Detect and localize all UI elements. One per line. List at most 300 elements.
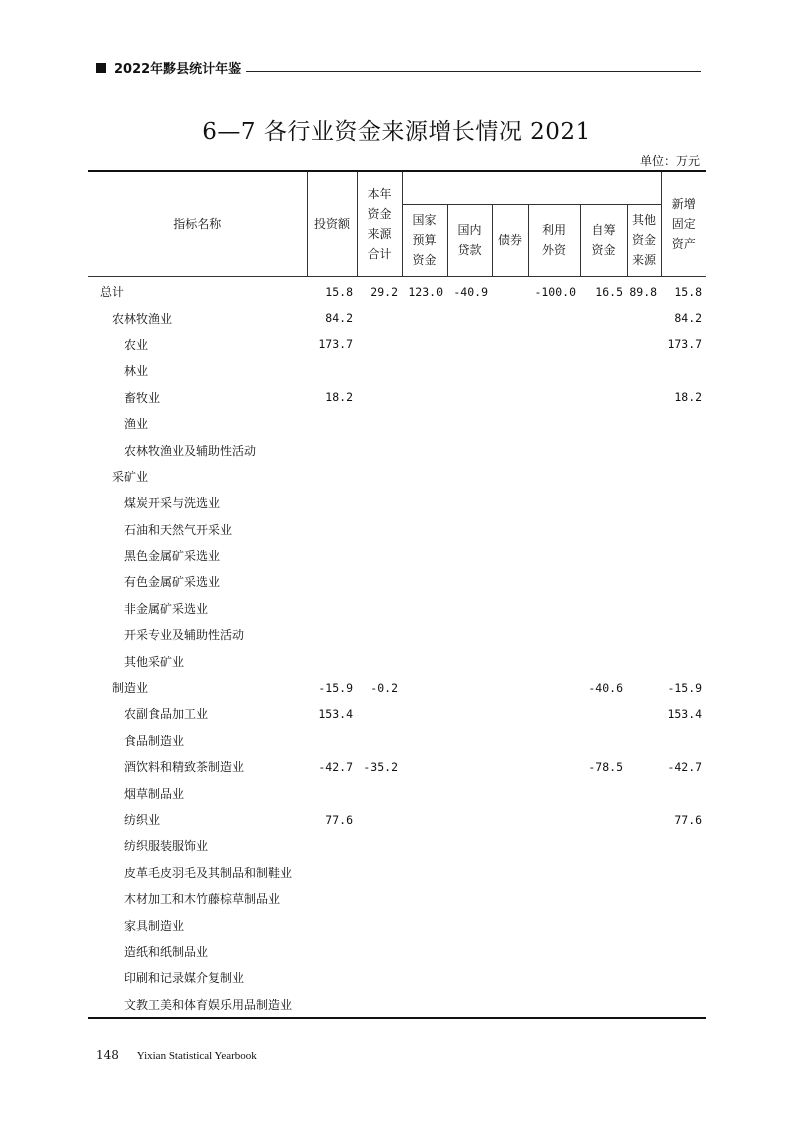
row-value bbox=[528, 727, 580, 753]
table-row bbox=[88, 437, 706, 463]
row-value bbox=[402, 780, 447, 806]
row-value bbox=[627, 701, 661, 727]
table-row bbox=[88, 384, 706, 410]
row-value bbox=[357, 516, 402, 542]
row-value bbox=[357, 833, 402, 859]
row-value bbox=[528, 569, 580, 595]
row-value: -15.9 bbox=[318, 680, 353, 695]
table-row bbox=[88, 569, 706, 595]
table-row bbox=[88, 833, 706, 859]
row-value bbox=[492, 701, 528, 727]
row-value bbox=[357, 912, 402, 938]
row-value bbox=[528, 305, 580, 331]
row-value bbox=[580, 648, 627, 674]
row-label: 黑色金属矿采选业 bbox=[124, 549, 221, 564]
row-value bbox=[447, 754, 492, 780]
row-value bbox=[307, 542, 357, 568]
row-value bbox=[447, 674, 492, 700]
row-value bbox=[447, 358, 492, 384]
row-value: -15.9 bbox=[667, 680, 703, 695]
row-value bbox=[580, 780, 627, 806]
row-value bbox=[402, 938, 447, 964]
row-value bbox=[447, 885, 492, 911]
row-value bbox=[402, 542, 447, 568]
row-value bbox=[307, 437, 357, 463]
row-value bbox=[402, 912, 447, 938]
row-value bbox=[357, 991, 402, 1018]
row-value bbox=[357, 331, 402, 357]
row-value bbox=[661, 912, 706, 938]
row-value bbox=[307, 622, 357, 648]
row-value bbox=[492, 595, 528, 621]
row-value bbox=[307, 595, 357, 621]
row-value bbox=[661, 516, 706, 542]
row-label: 林业 bbox=[124, 364, 149, 379]
row-value bbox=[528, 384, 580, 410]
row-value bbox=[627, 463, 661, 489]
header-foreign-capital: 利用 外资 bbox=[528, 204, 580, 276]
row-value bbox=[447, 542, 492, 568]
table-title: 6—7 各行业资金来源增长情况 2021 bbox=[202, 119, 591, 145]
row-value bbox=[402, 885, 447, 911]
row-value bbox=[580, 859, 627, 885]
table-row bbox=[88, 595, 706, 621]
row-value bbox=[492, 358, 528, 384]
row-label: 煤炭开采与洗选业 bbox=[124, 496, 221, 511]
row-value bbox=[492, 490, 528, 516]
row-value bbox=[661, 410, 706, 436]
page-number: 148 bbox=[96, 1048, 119, 1062]
row-value bbox=[627, 305, 661, 331]
row-value bbox=[357, 727, 402, 753]
row-value bbox=[661, 965, 706, 991]
row-value bbox=[447, 780, 492, 806]
row-value bbox=[307, 648, 357, 674]
row-value: 153.4 bbox=[667, 706, 703, 721]
row-value bbox=[627, 859, 661, 885]
row-value bbox=[447, 331, 492, 357]
table-row bbox=[88, 648, 706, 674]
row-value: 15.8 bbox=[674, 284, 703, 299]
table-row bbox=[88, 410, 706, 436]
row-value bbox=[402, 384, 447, 410]
row-value bbox=[357, 358, 402, 384]
row-value bbox=[307, 859, 357, 885]
row-value bbox=[627, 384, 661, 410]
row-value bbox=[447, 463, 492, 489]
row-value bbox=[492, 569, 528, 595]
row-value bbox=[402, 305, 447, 331]
row-label: 其他采矿业 bbox=[124, 654, 185, 669]
row-value bbox=[492, 463, 528, 489]
row-value bbox=[580, 622, 627, 648]
row-value bbox=[447, 622, 492, 648]
row-value: 89.8 bbox=[629, 284, 658, 299]
row-value bbox=[627, 542, 661, 568]
row-value bbox=[528, 595, 580, 621]
row-value bbox=[528, 833, 580, 859]
table-row bbox=[88, 859, 706, 885]
row-value bbox=[492, 833, 528, 859]
row-label: 渔业 bbox=[124, 417, 149, 432]
row-value bbox=[447, 938, 492, 964]
row-value bbox=[528, 463, 580, 489]
header-investment: 投资额 bbox=[307, 171, 357, 276]
row-value bbox=[402, 622, 447, 648]
row-value bbox=[307, 516, 357, 542]
row-value bbox=[627, 437, 661, 463]
row-value bbox=[528, 331, 580, 357]
row-label: 文教工美和体育娱乐用品制造业 bbox=[88, 991, 307, 1018]
row-value bbox=[402, 569, 447, 595]
row-label: 畜牧业 bbox=[124, 390, 161, 405]
row-value bbox=[357, 701, 402, 727]
row-label: 纺织服装服饰业 bbox=[124, 839, 209, 854]
row-value bbox=[402, 358, 447, 384]
row-value bbox=[528, 806, 580, 832]
table-row bbox=[88, 276, 706, 305]
row-value bbox=[627, 833, 661, 859]
row-value: 15.8 bbox=[325, 284, 353, 299]
row-label: 木材加工和木竹藤棕草制品业 bbox=[124, 892, 281, 907]
row-value bbox=[627, 780, 661, 806]
row-value bbox=[580, 410, 627, 436]
row-value bbox=[402, 727, 447, 753]
row-value bbox=[307, 938, 357, 964]
row-value bbox=[661, 991, 706, 1018]
table-row bbox=[88, 885, 706, 911]
row-value: 153.4 bbox=[318, 706, 353, 721]
row-value bbox=[580, 885, 627, 911]
row-value bbox=[627, 674, 661, 700]
row-value bbox=[580, 965, 627, 991]
page-footer bbox=[96, 1048, 257, 1062]
row-value: 84.2 bbox=[674, 311, 703, 326]
row-value bbox=[627, 410, 661, 436]
row-value bbox=[528, 622, 580, 648]
row-value bbox=[528, 358, 580, 384]
row-value bbox=[661, 648, 706, 674]
row-value bbox=[661, 358, 706, 384]
row-value: 84.2 bbox=[325, 311, 353, 326]
header-other-sources: 其他 资金 来源 bbox=[627, 204, 661, 276]
row-value bbox=[661, 490, 706, 516]
row-value bbox=[402, 965, 447, 991]
table-row bbox=[88, 622, 706, 648]
row-value: 18.2 bbox=[325, 390, 353, 405]
row-value bbox=[492, 938, 528, 964]
running-title: 2022年黟县统计年鉴 bbox=[114, 62, 242, 77]
row-value bbox=[402, 991, 447, 1018]
row-label: 皮革毛皮羽毛及其制品和制鞋业 bbox=[124, 865, 293, 880]
row-label: 采矿业 bbox=[112, 469, 149, 484]
row-value bbox=[357, 437, 402, 463]
row-value bbox=[492, 991, 528, 1018]
row-value bbox=[447, 859, 492, 885]
row-value bbox=[447, 569, 492, 595]
row-value: -0.2 bbox=[370, 680, 398, 695]
row-value bbox=[357, 410, 402, 436]
row-value bbox=[580, 991, 627, 1018]
row-value bbox=[528, 648, 580, 674]
row-value bbox=[492, 331, 528, 357]
row-value bbox=[492, 806, 528, 832]
row-label: 农林牧渔业及辅助性活动 bbox=[124, 443, 257, 458]
row-value bbox=[492, 276, 528, 305]
row-value bbox=[661, 622, 706, 648]
row-value bbox=[627, 938, 661, 964]
row-value bbox=[492, 516, 528, 542]
row-value bbox=[580, 912, 627, 938]
row-value: -40.9 bbox=[453, 284, 488, 299]
table-row bbox=[88, 780, 706, 806]
row-value bbox=[528, 780, 580, 806]
row-value bbox=[307, 965, 357, 991]
row-value bbox=[402, 674, 447, 700]
row-value bbox=[627, 806, 661, 832]
row-label: 农副食品加工业 bbox=[124, 707, 209, 722]
row-value bbox=[627, 569, 661, 595]
row-label: 农林牧渔业 bbox=[112, 311, 173, 326]
row-value bbox=[307, 912, 357, 938]
row-value: -42.7 bbox=[667, 759, 703, 774]
row-value bbox=[307, 885, 357, 911]
header-state-budget: 国家 预算 资金 bbox=[402, 204, 447, 276]
row-value bbox=[492, 384, 528, 410]
row-value bbox=[627, 516, 661, 542]
row-label: 酒饮料和精致茶制造业 bbox=[124, 760, 245, 775]
row-value bbox=[661, 595, 706, 621]
row-value bbox=[447, 437, 492, 463]
row-label: 开采专业及辅助性活动 bbox=[124, 628, 245, 643]
row-value bbox=[357, 490, 402, 516]
row-value bbox=[402, 595, 447, 621]
header-fund-total: 本年 资金 来源 合计 bbox=[357, 171, 402, 276]
table-row bbox=[88, 305, 706, 331]
row-value bbox=[580, 569, 627, 595]
book-title: Yixian Statistical Yearbook bbox=[136, 1050, 257, 1062]
table-row bbox=[88, 991, 706, 1018]
row-value bbox=[528, 938, 580, 964]
table-row bbox=[88, 490, 706, 516]
table-row bbox=[88, 754, 706, 780]
row-value bbox=[357, 648, 402, 674]
row-value bbox=[528, 859, 580, 885]
row-value bbox=[447, 965, 492, 991]
row-value: 173.7 bbox=[318, 337, 353, 352]
row-value bbox=[528, 490, 580, 516]
row-value bbox=[580, 727, 627, 753]
row-value: 77.6 bbox=[325, 812, 353, 827]
row-value bbox=[307, 358, 357, 384]
row-label: 烟草制品业 bbox=[124, 786, 185, 801]
row-value: 29.2 bbox=[370, 284, 398, 299]
row-value bbox=[447, 648, 492, 674]
row-value bbox=[357, 384, 402, 410]
row-value bbox=[627, 648, 661, 674]
row-value bbox=[402, 490, 447, 516]
row-value bbox=[402, 410, 447, 436]
row-value bbox=[307, 991, 357, 1018]
row-value bbox=[447, 410, 492, 436]
row-value bbox=[580, 938, 627, 964]
row-value bbox=[492, 912, 528, 938]
row-value bbox=[357, 542, 402, 568]
table-row bbox=[88, 912, 706, 938]
row-value bbox=[661, 859, 706, 885]
row-label: 农业 bbox=[124, 337, 149, 352]
row-value bbox=[528, 674, 580, 700]
row-label: 纺织业 bbox=[124, 813, 161, 827]
header-rule bbox=[246, 71, 701, 72]
row-value bbox=[357, 622, 402, 648]
row-value bbox=[528, 991, 580, 1018]
row-value bbox=[402, 516, 447, 542]
row-value bbox=[357, 806, 402, 832]
unit-label: 单位：万元 bbox=[639, 154, 700, 168]
row-value bbox=[447, 912, 492, 938]
row-value bbox=[580, 384, 627, 410]
row-value bbox=[528, 542, 580, 568]
row-value bbox=[528, 701, 580, 727]
row-value bbox=[447, 727, 492, 753]
row-value bbox=[307, 780, 357, 806]
row-value bbox=[357, 885, 402, 911]
row-value bbox=[627, 331, 661, 357]
table-row bbox=[88, 358, 706, 384]
row-value bbox=[580, 358, 627, 384]
row-value bbox=[580, 516, 627, 542]
row-value bbox=[492, 410, 528, 436]
header-bonds: 债券 bbox=[492, 204, 528, 276]
header-self-raised: 自筹 资金 bbox=[580, 204, 627, 276]
header-source-group bbox=[402, 171, 661, 204]
row-value bbox=[580, 595, 627, 621]
row-value bbox=[627, 991, 661, 1018]
row-label: 食品制造业 bbox=[124, 733, 185, 748]
row-value bbox=[492, 674, 528, 700]
table-row bbox=[88, 516, 706, 542]
row-value bbox=[307, 833, 357, 859]
row-value: 173.7 bbox=[667, 337, 703, 352]
row-value bbox=[580, 463, 627, 489]
row-value bbox=[447, 305, 492, 331]
row-value bbox=[402, 437, 447, 463]
row-value bbox=[447, 516, 492, 542]
row-label: 造纸和纸制品业 bbox=[124, 944, 209, 959]
row-value: 16.5 bbox=[595, 284, 623, 299]
row-value bbox=[627, 885, 661, 911]
row-value bbox=[627, 727, 661, 753]
row-value bbox=[402, 463, 447, 489]
row-value bbox=[402, 754, 447, 780]
row-label: 石油和天然气开采业 bbox=[124, 522, 233, 537]
row-value bbox=[492, 542, 528, 568]
row-value bbox=[627, 490, 661, 516]
row-value bbox=[447, 595, 492, 621]
row-value bbox=[492, 780, 528, 806]
row-value bbox=[627, 754, 661, 780]
row-value bbox=[528, 754, 580, 780]
row-value: -42.7 bbox=[318, 759, 353, 774]
row-label: 有色金属矿采选业 bbox=[124, 575, 221, 590]
row-value bbox=[492, 885, 528, 911]
table-row bbox=[88, 542, 706, 568]
row-value bbox=[492, 437, 528, 463]
row-value bbox=[357, 938, 402, 964]
row-value bbox=[627, 622, 661, 648]
row-value bbox=[357, 595, 402, 621]
row-value bbox=[357, 305, 402, 331]
row-label: 印刷和记录媒介复制业 bbox=[124, 971, 245, 986]
row-value bbox=[661, 727, 706, 753]
running-head bbox=[96, 58, 241, 77]
row-value bbox=[492, 622, 528, 648]
table-row bbox=[88, 331, 706, 357]
row-value bbox=[307, 410, 357, 436]
row-value bbox=[627, 595, 661, 621]
row-value: -35.2 bbox=[363, 759, 398, 774]
table-row bbox=[88, 674, 706, 700]
row-value bbox=[447, 384, 492, 410]
row-label: 制造业 bbox=[112, 681, 149, 696]
row-value bbox=[627, 358, 661, 384]
row-value bbox=[528, 912, 580, 938]
row-value bbox=[402, 701, 447, 727]
row-label: 家具制造业 bbox=[124, 918, 185, 933]
row-value bbox=[661, 463, 706, 489]
row-value: -78.5 bbox=[588, 759, 623, 774]
row-value: 77.6 bbox=[674, 812, 703, 827]
row-value bbox=[580, 490, 627, 516]
row-value bbox=[492, 859, 528, 885]
row-value bbox=[357, 859, 402, 885]
row-value bbox=[528, 965, 580, 991]
row-value bbox=[661, 569, 706, 595]
row-value: -40.6 bbox=[588, 680, 623, 695]
row-value bbox=[307, 569, 357, 595]
row-value bbox=[580, 806, 627, 832]
table-row bbox=[88, 965, 706, 991]
row-value bbox=[661, 542, 706, 568]
row-value bbox=[528, 437, 580, 463]
row-value bbox=[357, 965, 402, 991]
row-value bbox=[307, 490, 357, 516]
table-row bbox=[88, 938, 706, 964]
row-value bbox=[528, 516, 580, 542]
row-value bbox=[357, 569, 402, 595]
row-value bbox=[580, 542, 627, 568]
row-value bbox=[447, 833, 492, 859]
row-value bbox=[528, 885, 580, 911]
row-value bbox=[580, 437, 627, 463]
table-row bbox=[88, 463, 706, 489]
header-new-fixed-assets: 新增 固定 资产 bbox=[661, 171, 706, 276]
square-bullet-icon bbox=[96, 63, 106, 73]
statistics-table bbox=[88, 170, 706, 1019]
row-value bbox=[661, 780, 706, 806]
row-value bbox=[580, 305, 627, 331]
row-value bbox=[492, 965, 528, 991]
table-row bbox=[88, 701, 706, 727]
row-value bbox=[402, 859, 447, 885]
row-value: 123.0 bbox=[408, 284, 443, 299]
row-value bbox=[402, 833, 447, 859]
row-value bbox=[357, 463, 402, 489]
row-value bbox=[492, 727, 528, 753]
row-value: 18.2 bbox=[674, 390, 703, 405]
row-value bbox=[661, 938, 706, 964]
